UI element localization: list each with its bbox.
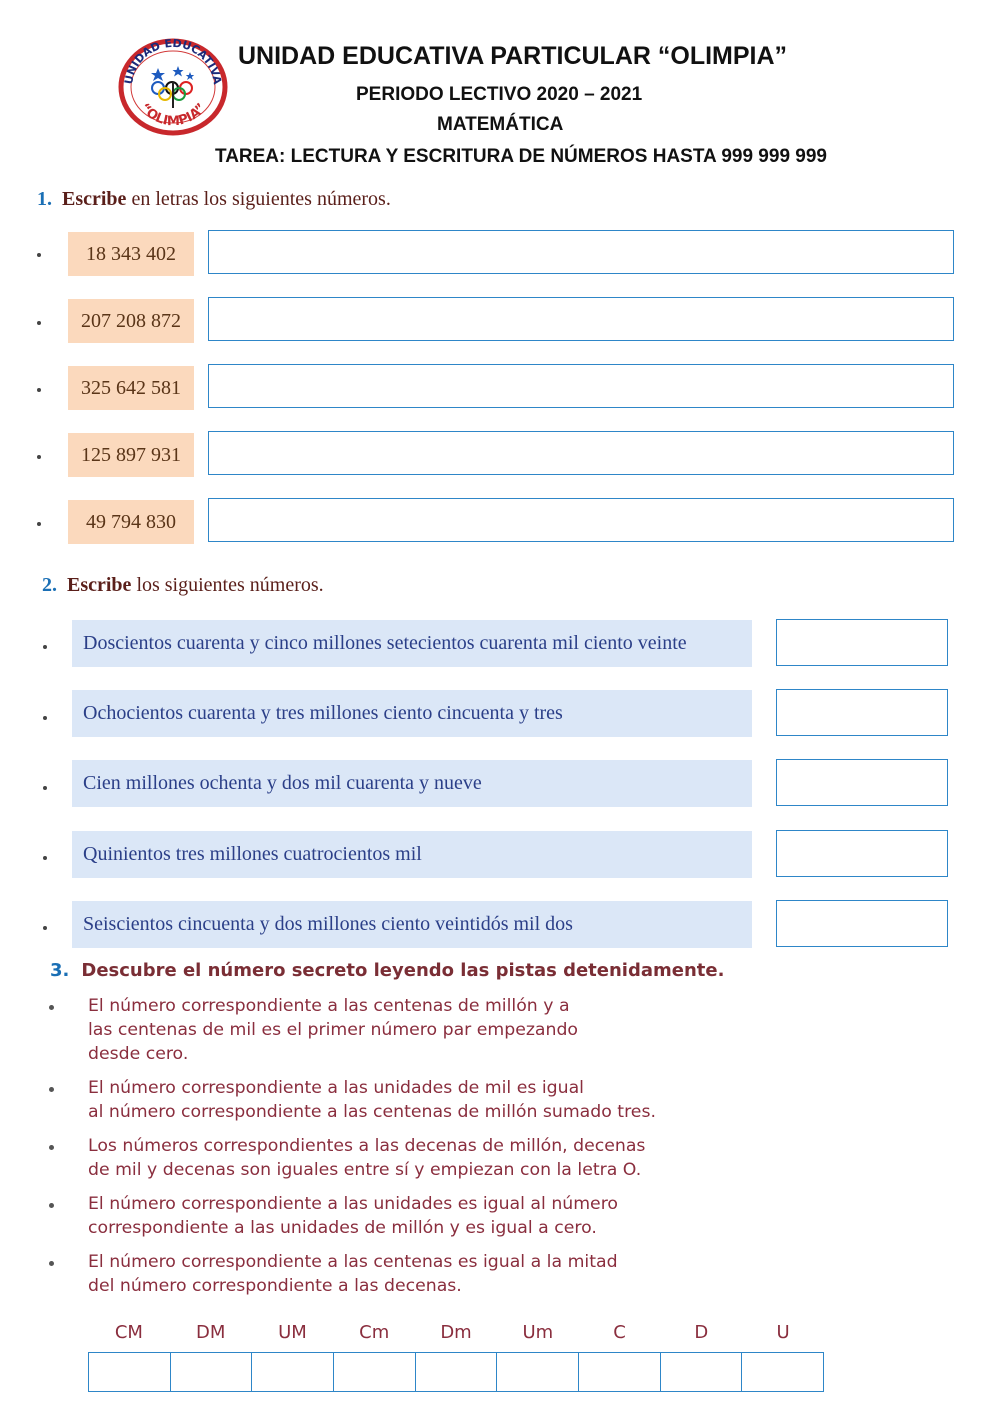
digit-cell[interactable] — [171, 1353, 253, 1391]
place-value-label: Dm — [440, 1322, 472, 1343]
section3-heading — [50, 960, 724, 981]
bullet-icon — [43, 856, 47, 860]
digit-cell[interactable] — [661, 1353, 743, 1391]
number-answer-field[interactable] — [776, 830, 948, 877]
place-value-label: CM — [114, 1322, 143, 1343]
section1-heading-rest: en letras los siguientes números. — [126, 188, 391, 210]
digit-cell[interactable] — [334, 1353, 416, 1391]
place-value-headers — [88, 1322, 824, 1343]
clue-text: Los números correspondientes a las decenas de millón, decenas de mil y decenas son iguales entre sí y empiezan con la letra O. — [88, 1136, 646, 1180]
place-value-label: DM — [195, 1322, 226, 1343]
digit-cell[interactable] — [416, 1353, 498, 1391]
logo-text-bottom: “OLIMPIA” — [136, 100, 210, 130]
answer-field[interactable] — [208, 230, 954, 274]
place-value-label: D — [694, 1322, 709, 1343]
bullet-icon — [49, 1261, 54, 1266]
place-value-label: Cm — [359, 1322, 390, 1343]
digit-cell[interactable] — [89, 1353, 171, 1391]
place-value-label: C — [613, 1322, 626, 1343]
bullet-icon — [49, 1203, 54, 1208]
digit-cell[interactable] — [252, 1353, 334, 1391]
bullet-icon — [37, 522, 41, 526]
subject-title: MATEMÁTICA — [437, 114, 564, 135]
place-value-label: Um — [522, 1322, 554, 1343]
logo-text-top: UNIDAD EDUCATIVA — [122, 38, 224, 86]
digit-cell[interactable] — [742, 1353, 823, 1391]
phrase-box: Cien millones ochenta y dos mil cuarenta y nueve — [72, 760, 752, 807]
answer-field[interactable] — [208, 297, 954, 341]
bullet-icon — [43, 716, 47, 720]
secret-number-grid — [88, 1352, 824, 1392]
digit-cell[interactable] — [497, 1353, 579, 1391]
clue-text: El número correspondiente a las centenas de millón y a las centenas de mil es el primer número par empezando desde cero. — [88, 996, 578, 1064]
task-title: TAREA: LECTURA Y ESCRITURA DE NÚMEROS HASTA 999 999 999 — [215, 146, 827, 167]
bullet-icon — [49, 1005, 54, 1010]
phrase-box: Doscientos cuarenta y cinco millones setecientos cuarenta mil ciento veinte — [72, 620, 752, 667]
place-value-label: U — [776, 1322, 790, 1343]
phrase-box: Ochocientos cuarenta y tres millones ciento cincuenta y tres — [72, 690, 752, 737]
number-answer-field[interactable] — [776, 619, 948, 666]
clue-text: El número correspondiente a las centenas es igual a la mitad del número correspondiente a las decenas. — [88, 1252, 618, 1296]
bullet-icon — [43, 645, 47, 649]
answer-field[interactable] — [208, 498, 954, 542]
number-answer-field[interactable] — [776, 900, 948, 947]
section1-heading — [37, 188, 391, 211]
section3-number: 3. — [50, 960, 70, 981]
bullet-icon — [37, 253, 41, 257]
bullet-icon — [37, 388, 41, 392]
section2-heading-bold: Escribe — [67, 574, 132, 596]
answer-field[interactable] — [208, 364, 954, 408]
school-name: UNIDAD EDUCATIVA PARTICULAR “OLIMPIA” — [238, 42, 788, 70]
number-box: 207 208 872 — [68, 299, 194, 343]
phrase-box: Seiscientos cincuenta y dos millones ciento veintidós mil dos — [72, 901, 752, 948]
section1-number: 1. — [37, 188, 52, 210]
number-answer-field[interactable] — [776, 689, 948, 736]
place-value-label: UM — [278, 1322, 307, 1343]
bullet-icon — [43, 786, 47, 790]
bullet-icon — [49, 1145, 54, 1150]
bullet-icon — [43, 926, 47, 930]
bullet-icon — [37, 455, 41, 459]
section2-heading — [42, 574, 324, 597]
clue-text: El número correspondiente a las unidades de mil es igual al número correspondiente a las centenas de millón sumado tres. — [88, 1078, 656, 1122]
bullet-icon — [37, 321, 41, 325]
section2-heading-rest: los siguientes números. — [131, 574, 324, 596]
section2-number: 2. — [42, 574, 57, 596]
section1-heading-bold: Escribe — [62, 188, 127, 210]
phrase-box: Quinientos tres millones cuatrocientos mil — [72, 831, 752, 878]
school-logo — [118, 38, 228, 136]
number-box: 49 794 830 — [68, 500, 194, 544]
school-period: PERIODO LECTIVO 2020 – 2021 — [356, 84, 643, 105]
clue-text: El número correspondiente a las unidades es igual al número correspondiente a las unidades de millón y es igual a cero. — [88, 1194, 618, 1238]
number-answer-field[interactable] — [776, 759, 948, 806]
answer-field[interactable] — [208, 431, 954, 475]
section3-heading-text: Descubre el número secreto leyendo las pistas detenidamente. — [81, 960, 725, 981]
bullet-icon — [49, 1087, 54, 1092]
number-box: 125 897 931 — [68, 433, 194, 477]
digit-cell[interactable] — [579, 1353, 661, 1391]
number-box: 325 642 581 — [68, 366, 194, 410]
number-box: 18 343 402 — [68, 232, 194, 276]
